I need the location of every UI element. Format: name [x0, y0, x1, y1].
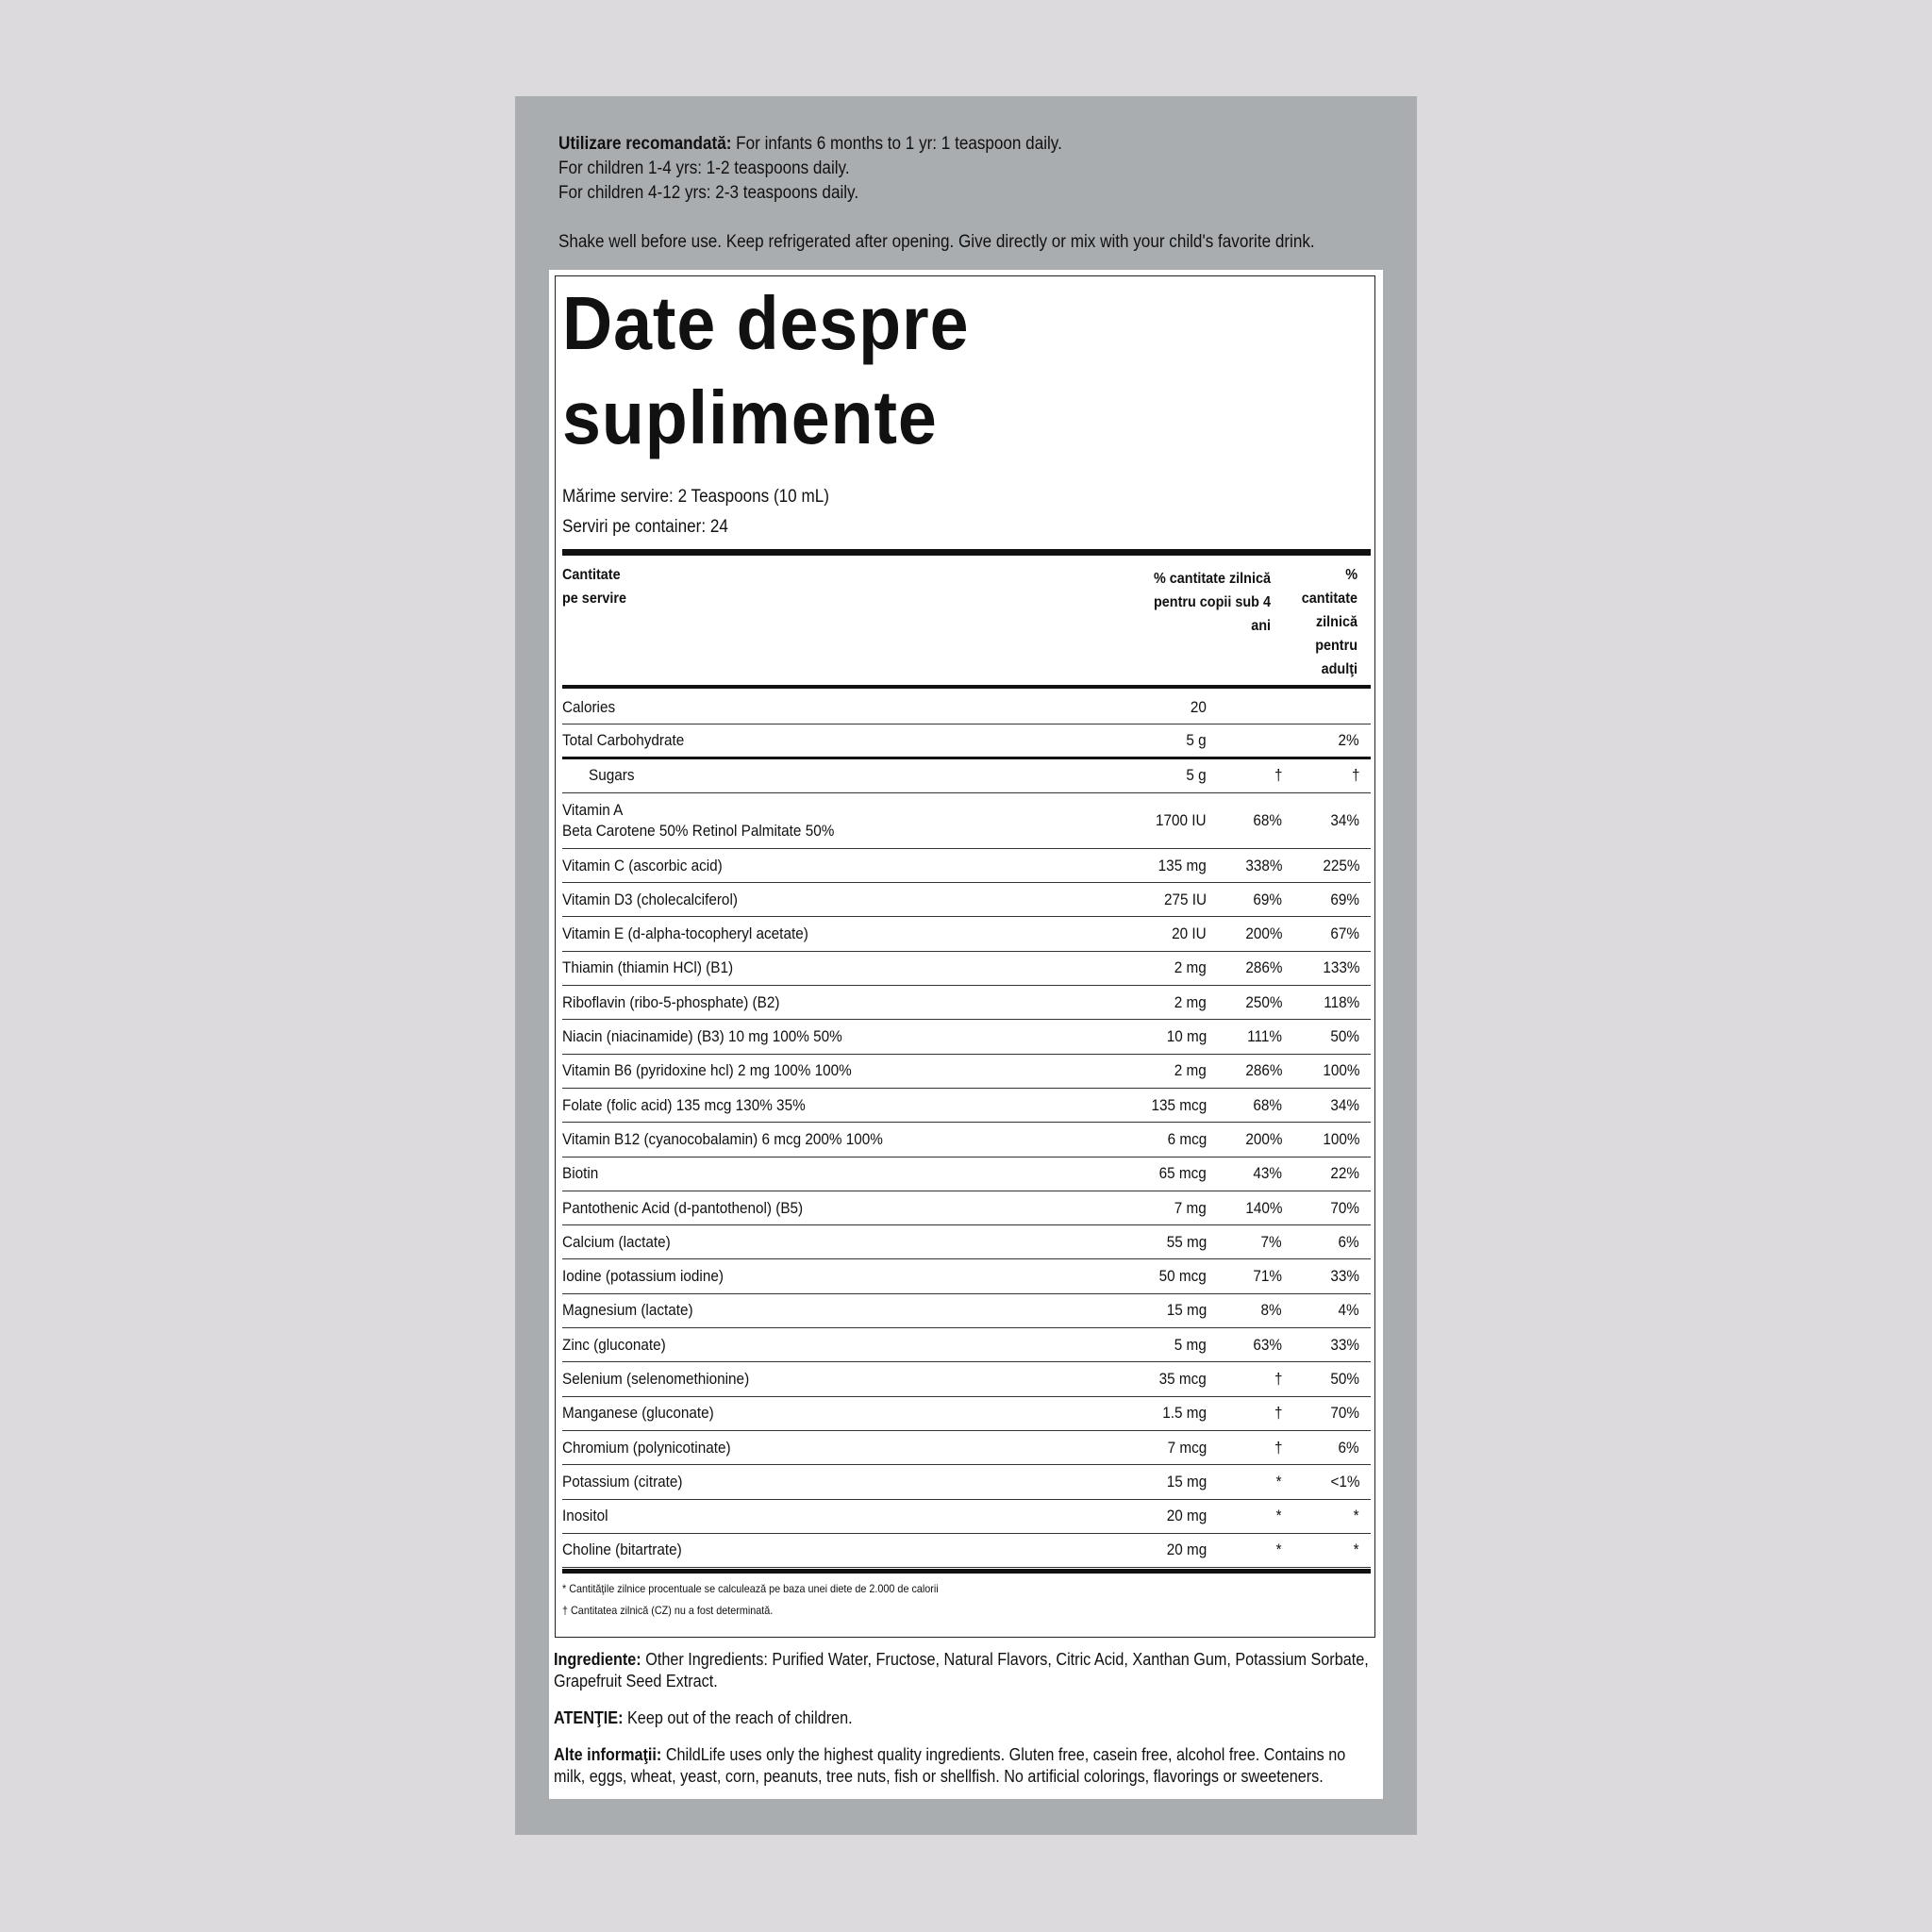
nutrient-amount: 35 mcg: [1158, 1369, 1207, 1388]
footnotes: [562, 1578, 1290, 1622]
supplement-facts-card: [549, 270, 1383, 1799]
dv-adults: 34%: [1330, 810, 1359, 829]
dv-children: 8%: [1260, 1301, 1282, 1320]
ingredients-label: Ingrediente:: [554, 1650, 641, 1669]
table-row: [562, 849, 1371, 883]
dv-adults: 70%: [1330, 1404, 1359, 1423]
dv-children: 111%: [1247, 1027, 1282, 1046]
dv-children: 7%: [1260, 1232, 1282, 1251]
nutrient-amount: 275 IU: [1163, 890, 1207, 908]
label-bottom-text: [554, 1649, 1379, 1803]
table-row: [562, 917, 1371, 951]
nutrient-amount: 2 mg: [1174, 958, 1207, 977]
dv-adults: 6%: [1338, 1438, 1359, 1457]
table-row: [562, 1465, 1371, 1499]
dv-adults: 50%: [1330, 1027, 1359, 1046]
dv-children: 338%: [1244, 856, 1282, 874]
other-info-text: ChildLife uses only the highest quality ingredients. Gluten free, casein free, alcohol free. Contains no milk, eggs, wheat, yeast, corn, peanuts, tree nuts, fish or shellfish. No artificial colorings, flavorings or sweeteners.: [554, 1745, 1346, 1786]
label-panel: [515, 96, 1417, 1835]
dv-children: *: [1276, 1541, 1282, 1559]
footnote-not-established: † Cantitatea zilnică (CZ) nu a fost determinată.: [562, 1604, 774, 1617]
nutrient-amount: 135 mg: [1158, 856, 1207, 874]
dv-children: 286%: [1244, 1061, 1282, 1080]
dv-children: 286%: [1244, 958, 1282, 977]
header-dv-children: % cantitate zilnică pentru copii sub 4 ani: [1153, 571, 1271, 634]
dv-adults: 34%: [1330, 1095, 1359, 1114]
dv-children: 250%: [1244, 992, 1282, 1011]
warning-text: Keep out of the reach of children.: [623, 1708, 853, 1727]
nutrient-amount: 10 mg: [1166, 1027, 1207, 1046]
nutrient-amount: 15 mg: [1166, 1301, 1207, 1320]
table-row: [562, 691, 1371, 724]
nutrient-amount: 5 g: [1186, 766, 1207, 785]
dv-children: 200%: [1244, 1129, 1282, 1148]
suggested-use-line4: Shake well before use. Keep refrigerated after opening. Give directly or mix with your child's favorite drink.: [558, 232, 1315, 252]
dv-children: †: [1274, 1404, 1282, 1423]
nutrient-name: Biotin: [562, 1164, 599, 1183]
nutrient-amount: 20: [1190, 697, 1207, 716]
header-divider: [562, 685, 1371, 689]
nutrient-amount: 65 mcg: [1158, 1164, 1207, 1183]
dv-children: 71%: [1253, 1267, 1282, 1286]
nutrient-amount: 50 mcg: [1158, 1267, 1207, 1286]
dv-children: †: [1274, 1369, 1282, 1388]
table-row: [562, 1259, 1371, 1293]
table-row: [562, 1431, 1371, 1465]
facts-title-line2: suplimente: [562, 375, 938, 459]
suggested-use-line2: For children 1-4 yrs: 1-2 teaspoons daily.: [558, 158, 850, 178]
footnote-daily-value: * Cantităţile zilnice procentuale se calculează pe baza unei diete de 2.000 de calorii: [562, 1582, 939, 1595]
nutrient-amount: 1.5 mg: [1162, 1404, 1207, 1423]
table-row: [562, 759, 1371, 793]
nutrient-amount: 7 mcg: [1167, 1438, 1207, 1457]
table-row: [562, 1362, 1371, 1396]
ingredients: [554, 1649, 1379, 1692]
dv-children: †: [1274, 766, 1282, 785]
dv-children: 200%: [1244, 924, 1282, 943]
ingredients-text: Other Ingredients: Purified Water, Fructose, Natural Flavors, Citric Acid, Xanthan Gum, Potassium Sorbate, Grapefruit Seed Extract.: [554, 1650, 1369, 1690]
thick-divider: [562, 549, 1371, 556]
dv-adults: 22%: [1330, 1164, 1359, 1183]
nutrient-amount: 5 g: [1186, 730, 1207, 749]
supplement-facts-box: [555, 275, 1375, 1638]
nutrient-name: Vitamin A Beta Carotene 50% Retinol Palmitate 50%: [562, 800, 835, 840]
serving-info: [562, 482, 829, 542]
dv-children: 68%: [1253, 810, 1282, 829]
nutrient-name: Total Carbohydrate: [562, 730, 685, 749]
table-row: [562, 952, 1371, 986]
table-row: [562, 1055, 1371, 1089]
header-amount: Cantitate pe servire: [562, 567, 627, 607]
table-row: [562, 883, 1371, 917]
nutrient-name: Manganese (gluconate): [562, 1404, 714, 1423]
dv-adults: 225%: [1322, 856, 1359, 874]
nutrient-name: Vitamin E (d-alpha-tocopheryl acetate): [562, 924, 808, 943]
suggested-use-line3: For children 4-12 yrs: 2-3 teaspoons daily.: [558, 183, 859, 203]
nutrient-name: Riboflavin (ribo-5-phosphate) (B2): [562, 992, 780, 1011]
dv-adults: 133%: [1322, 958, 1359, 977]
table-row: [562, 1020, 1371, 1054]
table-header: [562, 563, 1371, 686]
nutrient-name: Calories: [562, 697, 616, 716]
dv-children: †: [1274, 1438, 1282, 1457]
dv-adults: 69%: [1330, 890, 1359, 908]
table-row: [562, 1397, 1371, 1431]
nutrient-amount: 2 mg: [1174, 992, 1207, 1011]
facts-title-line1: Date despre: [562, 281, 970, 365]
table-row: [562, 986, 1371, 1020]
warning: [554, 1707, 1379, 1729]
nutrient-amount: 135 mcg: [1151, 1095, 1207, 1114]
dv-adults: *: [1354, 1541, 1359, 1559]
nutrient-amount: 5 mg: [1174, 1335, 1207, 1354]
servings-per-container: Serviri pe container: 24: [562, 517, 728, 537]
other-info: [554, 1744, 1379, 1788]
serving-size: Mărime servire: 2 Teaspoons (10 mL): [562, 487, 829, 507]
nutrient-name: Choline (bitartrate): [562, 1541, 682, 1559]
table-row: [562, 1534, 1371, 1568]
nutrient-name: Vitamin D3 (cholecalciferol): [562, 890, 738, 908]
dv-adults: 100%: [1322, 1061, 1359, 1080]
dv-children: 68%: [1253, 1095, 1282, 1114]
table-row: [562, 1225, 1371, 1259]
dv-adults: 118%: [1324, 992, 1359, 1011]
nutrient-name: Sugars: [589, 766, 635, 785]
nutrient-amount: 20 mg: [1166, 1541, 1207, 1559]
dv-children: *: [1276, 1472, 1282, 1491]
table-row: [562, 1123, 1371, 1157]
nutrient-amount: 7 mg: [1174, 1198, 1207, 1217]
suggested-use-label: Utilizare recomandată:: [558, 134, 732, 154]
nutrient-amount: 55 mg: [1166, 1232, 1207, 1251]
dv-children: 63%: [1253, 1335, 1282, 1354]
dv-children: *: [1276, 1507, 1282, 1525]
nutrient-name: Folate (folic acid) 135 mcg 130% 35%: [562, 1095, 806, 1114]
nutrient-name: Thiamin (thiamin HCl) (B1): [562, 958, 734, 977]
bottom-divider: [562, 1569, 1371, 1574]
nutrient-amount: 15 mg: [1166, 1472, 1207, 1491]
nutrient-name: Chromium (polynicotinate): [562, 1438, 731, 1457]
dv-adults: 4%: [1338, 1301, 1359, 1320]
nutrient-amount: 20 IU: [1172, 924, 1207, 943]
nutrient-name: Iodine (potassium iodine): [562, 1267, 724, 1286]
dv-children: 69%: [1253, 890, 1282, 908]
other-info-label: Alte informaţii:: [554, 1745, 662, 1764]
nutrient-amount: 6 mcg: [1167, 1129, 1207, 1148]
nutrient-amount: 20 mg: [1166, 1507, 1207, 1525]
nutrient-name: Vitamin B6 (pyridoxine hcl) 2 mg 100% 100%: [562, 1061, 852, 1080]
dv-adults: 6%: [1338, 1232, 1359, 1251]
dv-adults: 33%: [1330, 1335, 1359, 1354]
nutrient-name: Magnesium (lactate): [562, 1301, 693, 1320]
table-row: [562, 1328, 1371, 1362]
table-row: [562, 1089, 1371, 1123]
nutrient-name: Inositol: [562, 1507, 608, 1525]
nutrient-name: Vitamin C (ascorbic acid): [562, 856, 723, 874]
dv-adults: 67%: [1330, 924, 1359, 943]
nutrient-name: Zinc (gluconate): [562, 1335, 666, 1354]
table-row: [562, 1294, 1371, 1328]
facts-title: [562, 276, 1306, 465]
suggested-use: [558, 132, 1315, 255]
suggested-use-line1: For infants 6 months to 1 yr: 1 teaspoon daily.: [731, 134, 1062, 154]
dv-adults: 50%: [1330, 1369, 1359, 1388]
nutrient-name: Vitamin B12 (cyanocobalamin) 6 mcg 200% 100%: [562, 1129, 883, 1148]
dv-children: 140%: [1244, 1198, 1282, 1217]
nutrient-name: Potassium (citrate): [562, 1472, 683, 1491]
nutrient-table: [562, 691, 1371, 1568]
dv-adults: †: [1351, 766, 1359, 785]
dv-adults: 70%: [1330, 1198, 1359, 1217]
table-row: [562, 793, 1371, 849]
dv-adults: 2%: [1338, 730, 1359, 749]
nutrient-name: Pantothenic Acid (d-pantothenol) (B5): [562, 1198, 804, 1217]
nutrient-name: Selenium (selenomethionine): [562, 1369, 750, 1388]
dv-children: 43%: [1253, 1164, 1282, 1183]
table-row: [562, 1191, 1371, 1225]
table-row: [562, 1158, 1371, 1191]
nutrient-name: Niacin (niacinamide) (B3) 10 mg 100% 50%: [562, 1027, 842, 1046]
header-dv-adults: % cantitate zilnică pentru adulţi: [1301, 567, 1357, 677]
dv-adults: 33%: [1330, 1267, 1359, 1286]
dv-adults: *: [1354, 1507, 1359, 1525]
dv-adults: 100%: [1322, 1129, 1359, 1148]
nutrient-name: Calcium (lactate): [562, 1232, 671, 1251]
nutrient-amount: 2 mg: [1174, 1061, 1207, 1080]
table-row: [562, 1500, 1371, 1534]
nutrient-amount: 1700 IU: [1156, 810, 1207, 829]
warning-label: ATENŢIE:: [554, 1708, 624, 1727]
table-row: [562, 724, 1371, 758]
dv-adults: <1%: [1329, 1472, 1359, 1491]
